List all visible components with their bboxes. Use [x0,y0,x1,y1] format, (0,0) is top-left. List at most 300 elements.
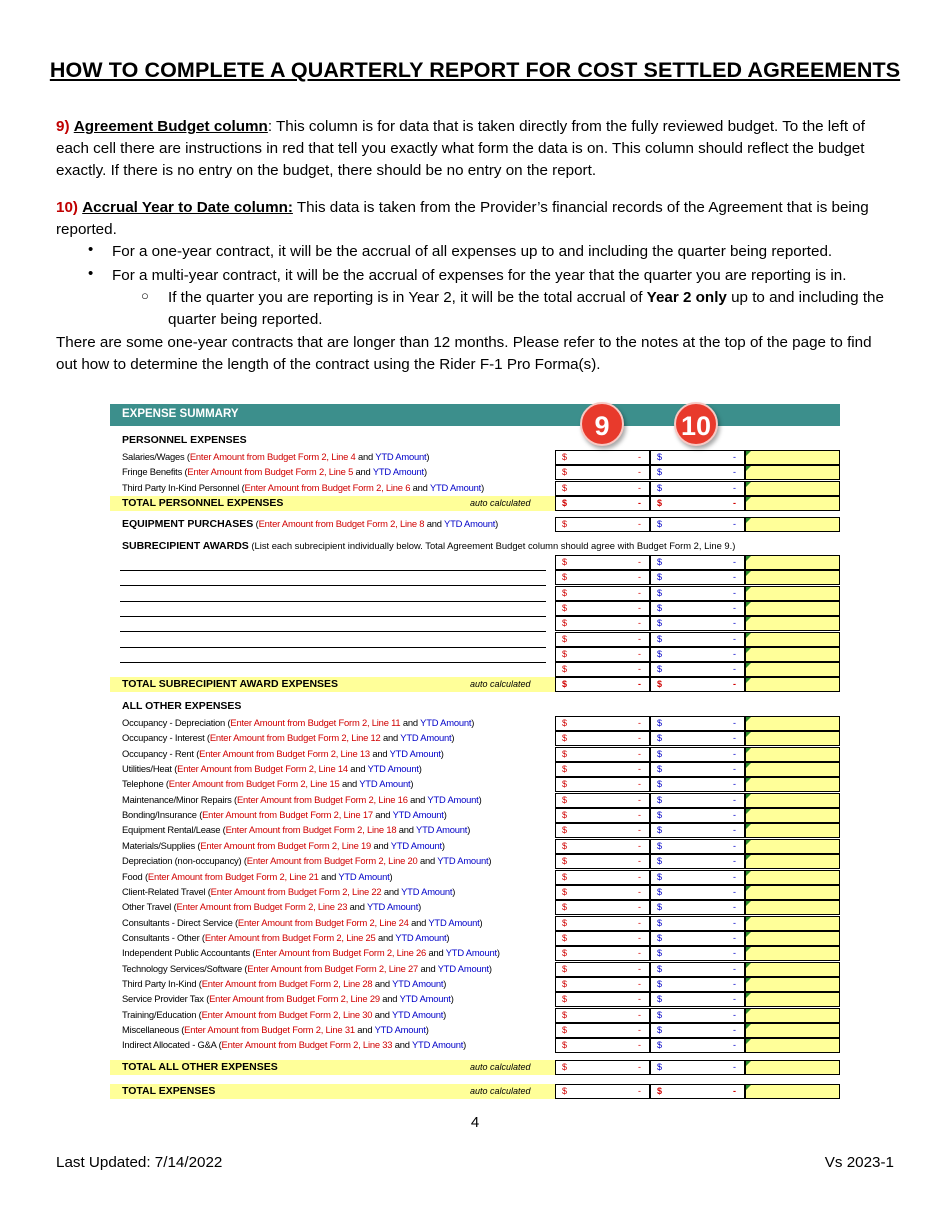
section-9-text: : This column is for data that is taken directly from the fully reviewed budget. To the left of each cell there are instructions in red that tell you exactly what form the data is on. This column should reflect the budget exactly. If there is no entry on the budget, there should be no entry on the report. [56,118,865,179]
dash-value: - [733,856,736,867]
row-and: and [354,1024,375,1035]
variance-cell[interactable] [745,450,840,465]
agreement-budget-cell[interactable] [555,481,650,496]
auto-calculated-note: auto calculated [470,498,531,508]
dash-value: - [733,467,736,478]
currency-symbol: $ [657,452,663,462]
currency-symbol: $ [657,733,663,744]
currency-symbol: $ [657,557,663,567]
agreement-budget-cell[interactable] [555,677,650,692]
dash-value: - [638,1086,641,1096]
accrual-ytd-cell[interactable] [650,747,745,762]
row-paren: ) [426,451,430,462]
variance-cell[interactable] [745,839,840,854]
row-paren: ) [471,717,475,728]
row-and: and [369,747,390,759]
bullet-dot-icon: • [88,265,94,282]
currency-symbol: $ [657,1009,663,1020]
dash-value: - [733,886,736,897]
other-expense-row-label [122,717,474,728]
row-paren: ) [450,993,454,1005]
row-and: and [318,870,339,882]
variance-cell[interactable] [745,823,840,838]
agreement-budget-cell[interactable] [555,1008,650,1023]
variance-cell[interactable] [745,496,840,511]
currency-symbol: $ [562,498,568,508]
row-paren: ) [443,1008,447,1020]
agreement-budget-cell[interactable] [555,616,650,631]
subrecipient-note: (List each subrecipient individually below. Total Agreement Budget column should agree with Budget Form 2, Line 9.) [248,540,736,551]
personnel-row-label [122,482,484,493]
agreement-budget-cell[interactable] [555,992,650,1007]
row-budget-instruction: Enter Amount from Budget Form 2, Line 13 [199,747,370,759]
other-expense-row-label [122,978,446,989]
variance-cell[interactable] [745,1060,840,1075]
row-name: Salaries/Wages [122,451,185,462]
dash-value: - [733,1062,736,1072]
accrual-ytd-cell[interactable] [650,450,745,465]
row-and: and [372,1008,392,1020]
accrual-ytd-cell[interactable] [650,662,745,677]
dash-value: - [733,794,736,805]
variance-cell[interactable] [745,870,840,885]
currency-symbol: $ [562,587,568,598]
currency-symbol: $ [562,482,568,493]
currency-symbol: $ [657,994,663,1005]
agreement-budget-cell[interactable] [555,586,650,601]
variance-cell[interactable] [745,1038,840,1053]
row-paren: ) [410,778,414,790]
accrual-ytd-cell[interactable] [650,616,745,631]
dash-value: - [638,779,641,790]
total-personnel-label: TOTAL PERSONNEL EXPENSES [122,497,284,509]
variance-cell[interactable] [745,677,840,692]
accrual-ytd-cell[interactable] [650,1023,745,1038]
other-expense-row-label [122,993,454,1004]
dash-value: - [638,572,641,583]
agreement-budget-cell[interactable] [555,977,650,992]
accrual-ytd-cell[interactable] [650,931,745,946]
row-paren: ) [425,1024,429,1035]
variance-cell[interactable] [745,946,840,961]
agreement-budget-cell[interactable] [555,450,650,465]
currency-symbol: $ [657,810,663,821]
currency-symbol: $ [657,948,663,959]
row-paren: ( [196,1008,202,1020]
agreement-budget-cell[interactable] [555,716,650,731]
agreement-budget-cell[interactable] [555,601,650,616]
dash-value: - [638,679,641,689]
row-budget-instruction: Enter Amount from Budget Form 2, Line 8 [258,518,425,529]
variance-cell[interactable] [745,1008,840,1023]
bullet-dot-icon: • [88,241,94,258]
dash-value: - [638,602,641,613]
accrual-ytd-cell[interactable] [650,992,745,1007]
row-paren: ) [443,977,447,989]
row-paren: ( [193,747,200,759]
currency-symbol: $ [562,886,568,897]
variance-cell[interactable] [745,731,840,746]
accrual-ytd-cell[interactable] [650,517,745,532]
currency-symbol: $ [657,1040,663,1051]
currency-symbol: $ [657,886,663,897]
row-budget-instruction: Enter Amount from Budget Form 2, Line 24 [237,916,409,928]
variance-cell[interactable] [745,977,840,992]
row-ytd-instruction: YTD Amount [428,916,480,928]
row-and: and [392,1039,412,1051]
agreement-budget-cell[interactable] [555,931,650,946]
sub-bullet-year-2 [168,287,898,331]
dash-value: - [733,587,736,598]
variance-cell[interactable] [745,777,840,792]
variance-cell[interactable] [745,632,840,647]
other-expense-row-label [122,732,454,743]
agreement-budget-cell[interactable] [555,632,650,647]
currency-symbol: $ [562,932,568,943]
dash-value: - [638,963,641,974]
variance-cell[interactable] [745,808,840,823]
bullet-multi-year: For a multi-year contract, it will be the accrual of expenses for the year that the quarter you are reporting is in. [112,267,847,284]
dash-value: - [638,587,641,598]
accrual-ytd-cell[interactable] [650,962,745,977]
accrual-ytd-cell[interactable] [650,823,745,838]
currency-symbol: $ [562,963,568,974]
currency-symbol: $ [657,618,663,629]
dash-value: - [638,1009,641,1020]
expense-summary-sheet [110,404,841,1100]
currency-symbol: $ [657,718,663,728]
dash-value: - [733,948,736,959]
accrual-ytd-cell[interactable] [650,481,745,496]
expense-summary-title: EXPENSE SUMMARY [122,408,239,420]
accrual-ytd-cell[interactable] [650,839,745,854]
row-budget-instruction: Enter Amount from Budget Form 2, Line 22 [210,885,382,897]
dash-value: - [638,718,641,728]
row-and: and [410,481,430,493]
currency-symbol: $ [657,871,663,882]
agreement-budget-cell[interactable] [555,465,650,480]
currency-symbol: $ [657,825,663,836]
row-paren: ) [478,793,482,805]
currency-symbol: $ [657,1086,663,1096]
row-paren: ( [239,481,245,493]
row-paren: ( [232,916,238,928]
row-paren: ) [488,962,492,974]
row-paren: ) [467,824,471,836]
row-and: and [347,901,367,913]
accrual-ytd-cell[interactable] [650,731,745,746]
variance-cell[interactable] [745,992,840,1007]
agreement-budget-cell[interactable] [555,762,650,777]
currency-symbol: $ [657,1025,663,1035]
variance-cell[interactable] [745,1084,840,1099]
currency-symbol: $ [657,932,663,943]
row-paren: ( [163,778,169,790]
row-ytd-instruction: YTD Amount [411,1039,464,1051]
row-ytd-instruction: YTD Amount [400,732,452,744]
agreement-budget-cell[interactable] [555,900,650,915]
agreement-budget-cell[interactable] [555,777,650,792]
accrual-ytd-cell[interactable] [650,916,745,931]
variance-cell[interactable] [745,616,840,631]
accrual-ytd-cell[interactable] [650,808,745,823]
row-and: and [396,824,417,836]
currency-symbol: $ [657,856,663,867]
other-expense-row-label [122,855,491,866]
row-budget-instruction: Enter Amount from Budget Form 2, Line 21 [147,870,319,882]
agreement-budget-cell[interactable] [555,885,650,900]
row-and: and [408,916,429,928]
sub-bullet-circle-icon: ○ [141,288,149,303]
row-name: Bonding/Insurance [122,809,197,821]
row-name: Telephone [122,778,164,790]
personnel-row-label [122,451,429,462]
variance-cell[interactable] [745,885,840,900]
currency-symbol: $ [562,1040,568,1051]
agreement-budget-cell[interactable] [555,839,650,854]
row-budget-instruction: Enter Amount from Budget Form 2, Line 15 [168,778,340,790]
accrual-ytd-cell[interactable] [650,601,745,616]
agreement-budget-cell[interactable] [555,916,650,931]
row-budget-instruction: Enter Amount from Budget Form 2, Line 30 [201,1008,373,1020]
dash-value: - [733,498,736,508]
dash-value: - [733,679,736,689]
currency-symbol: $ [562,840,568,851]
row-paren: ( [231,793,237,805]
currency-symbol: $ [657,633,663,644]
variance-cell[interactable] [745,570,840,585]
dash-value: - [733,1025,736,1035]
accrual-ytd-cell[interactable] [650,793,745,808]
currency-symbol: $ [657,519,663,529]
variance-cell[interactable] [745,931,840,946]
agreement-budget-cell[interactable] [555,570,650,585]
dash-value: - [638,840,641,851]
accrual-ytd-cell[interactable] [650,1008,745,1023]
row-paren: ( [171,763,178,775]
agreement-budget-cell[interactable] [555,1060,650,1075]
other-expense-row-label [122,932,449,943]
row-name: Consultants - Direct Service [122,916,233,928]
currency-symbol: $ [562,794,568,805]
row-name: Third Party In-Kind Personnel [122,481,240,493]
variance-cell[interactable] [745,716,840,731]
accrual-ytd-cell[interactable] [650,885,745,900]
row-paren: ( [204,732,210,744]
currency-symbol: $ [657,794,663,805]
accrual-ytd-cell[interactable] [650,555,745,570]
accrual-ytd-cell[interactable] [650,946,745,961]
accrual-ytd-cell[interactable] [650,977,745,992]
dash-value: - [638,557,641,567]
currency-symbol: $ [657,978,663,989]
accrual-ytd-cell[interactable] [650,677,745,692]
accrual-ytd-cell[interactable] [650,632,745,647]
agreement-budget-cell[interactable] [555,870,650,885]
variance-cell[interactable] [745,647,840,662]
currency-symbol: $ [657,764,663,775]
variance-cell[interactable] [745,854,840,869]
agreement-budget-cell[interactable] [555,496,650,511]
currency-symbol: $ [562,602,568,613]
agreement-budget-cell[interactable] [555,555,650,570]
row-name: Materials/Supplies [122,839,195,851]
row-budget-instruction: Enter Amount from Budget Form 2, Line 14 [177,763,348,775]
row-paren: ( [196,977,202,989]
variance-cell[interactable] [745,762,840,777]
row-ytd-instruction: YTD Amount [390,839,442,851]
subrecipient-entry-line[interactable] [120,647,546,648]
row-paren: ( [203,993,210,1005]
subrecipient-entry-line[interactable] [120,631,546,632]
dash-value: - [733,557,736,567]
accrual-ytd-cell[interactable] [650,465,745,480]
agreement-budget-cell[interactable] [555,793,650,808]
accrual-ytd-cell[interactable] [650,1084,745,1099]
row-ytd-instruction: YTD Amount [395,931,447,943]
agreement-budget-cell[interactable] [555,823,650,838]
currency-symbol: $ [657,779,663,790]
currency-symbol: $ [657,587,663,598]
accrual-ytd-cell[interactable] [650,1060,745,1075]
dash-value: - [638,886,641,897]
row-ytd-instruction: YTD Amount [429,481,482,493]
currency-symbol: $ [562,633,568,644]
bullet-one-year: For a one-year contract, it will be the accrual of all expenses up to and including the quarter being reported. [112,243,833,260]
variance-cell[interactable] [745,916,840,931]
row-name: Depreciation (non-occupancy) [122,855,242,867]
variance-cell[interactable] [745,517,840,532]
row-ytd-instruction: YTD Amount [416,824,468,836]
variance-cell[interactable] [745,662,840,677]
agreement-budget-cell[interactable] [555,731,650,746]
variance-cell[interactable] [745,465,840,480]
accrual-ytd-cell[interactable] [650,716,745,731]
accrual-ytd-cell[interactable] [650,870,745,885]
variance-cell[interactable] [745,793,840,808]
subrecipient-entry-line[interactable] [120,601,546,602]
currency-symbol: $ [562,648,568,659]
other-expense-row-label [122,871,392,882]
agreement-budget-cell[interactable] [555,808,650,823]
row-paren: ) [441,839,445,851]
row-and: and [417,855,438,867]
agreement-budget-cell[interactable] [555,854,650,869]
row-and: and [355,451,376,462]
section-9-number: 9) [56,118,70,135]
subrecipient-entry-line[interactable] [120,616,546,617]
accrual-ytd-cell[interactable] [650,1038,745,1053]
currency-symbol: $ [562,733,568,744]
row-name: Occupancy - Rent [122,747,194,759]
dash-value: - [733,602,736,613]
row-paren: ) [488,855,492,867]
dash-value: - [638,664,641,675]
dash-value: - [638,932,641,943]
dash-value: - [638,764,641,775]
currency-symbol: $ [657,602,663,613]
row-and: and [379,993,400,1005]
row-and: and [339,778,360,790]
accrual-ytd-cell[interactable] [650,777,745,792]
subrecipient-entry-line[interactable] [120,662,546,663]
agreement-budget-cell[interactable] [555,662,650,677]
row-paren: ) [451,732,455,744]
dash-value: - [638,825,641,836]
row-and: and [400,717,421,728]
accrual-ytd-cell[interactable] [650,762,745,777]
row-and: and [375,931,396,943]
agreement-budget-cell[interactable] [555,1038,650,1053]
currency-symbol: $ [657,572,663,583]
currency-symbol: $ [562,902,568,913]
row-budget-instruction: Enter Amount from Budget Form 2, Line 6 [244,481,411,493]
variance-cell[interactable] [745,555,840,570]
subrecipient-entry-line[interactable] [120,570,546,571]
agreement-budget-cell[interactable] [555,1084,650,1099]
currency-symbol: $ [657,482,663,493]
variance-cell[interactable] [745,481,840,496]
currency-symbol: $ [657,679,663,689]
currency-symbol: $ [562,810,568,821]
row-name: Other Travel [122,901,172,913]
subrecipient-entry-line[interactable] [120,585,546,586]
dash-value: - [638,452,641,462]
variance-cell[interactable] [745,747,840,762]
row-ytd-instruction: YTD Amount [392,809,444,821]
agreement-budget-cell[interactable] [555,647,650,662]
other-expense-row-label [122,1009,446,1020]
accrual-ytd-cell[interactable] [650,900,745,915]
currency-symbol: $ [657,1062,663,1072]
row-paren: ) [423,466,427,478]
variance-cell[interactable] [745,601,840,616]
other-expense-row-label [122,778,413,789]
variance-cell[interactable] [745,586,840,601]
row-name: Maintenance/Minor Repairs [122,793,232,805]
accrual-ytd-cell[interactable] [650,496,745,511]
row-budget-instruction: Enter Amount from Budget Form 2, Line 31 [184,1024,355,1035]
row-and: and [424,518,445,529]
variance-cell[interactable] [745,900,840,915]
dash-value: - [733,932,736,943]
agreement-budget-cell[interactable] [555,962,650,977]
variance-cell[interactable] [745,1023,840,1038]
accrual-ytd-cell[interactable] [650,854,745,869]
agreement-budget-cell[interactable] [555,1023,650,1038]
last-updated: Last Updated: 7/14/2022 [56,1154,223,1171]
row-paren: ( [225,717,231,728]
page-title: HOW TO COMPLETE A QUARTERLY REPORT FOR COST SETTLED AGREEMENTS [49,58,901,82]
accrual-ytd-cell[interactable] [650,647,745,662]
row-ytd-instruction: YTD Amount [359,778,411,790]
variance-cell[interactable] [745,962,840,977]
accrual-ytd-cell[interactable] [650,586,745,601]
row-and: and [426,947,446,959]
accrual-ytd-cell[interactable] [650,570,745,585]
currency-symbol: $ [562,679,568,689]
row-paren: ( [142,870,148,882]
agreement-budget-cell[interactable] [555,517,650,532]
auto-calculated-note: auto calculated [470,679,531,689]
row-paren: ( [184,451,190,462]
agreement-budget-cell[interactable] [555,946,650,961]
agreement-budget-cell[interactable] [555,747,650,762]
row-name: Third Party In-Kind [122,977,197,989]
dash-value: - [733,482,736,493]
row-budget-instruction: Enter Amount from Budget Form 2, Line 28 [201,977,373,989]
callout-badge-9: 9 [580,402,624,446]
